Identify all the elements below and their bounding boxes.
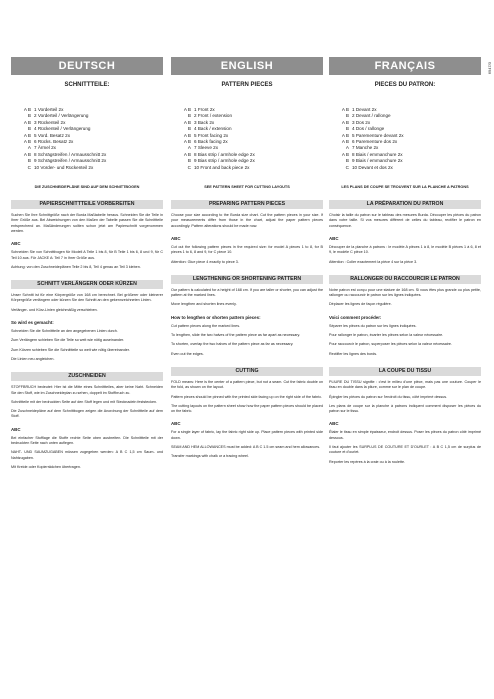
pattern-piece-item (11, 165, 163, 171)
piece-model-code: A B (341, 139, 349, 145)
piece-model-code: A B (23, 119, 31, 125)
pattern-piece-item (329, 165, 481, 171)
section-heading: LA PRÉPARATION DU PATRON (329, 200, 481, 209)
section-heading: PAPIERSCHNITTTEILE VORBEREITEN (11, 200, 163, 209)
piece-model-code: A B (23, 132, 31, 138)
column-en (171, 57, 323, 699)
instruction-paragraph: Suchen Sie Ihre Schnittgröße nach der Burda Maßtabelle heraus. Schneiden Sie die Teile in Ihrer Größe aus. Bei Abweichungen von den Maßen der Tabelle passen Sie die Schnittteile entsprechend an. Maßänderungen sollten schon jetzt am Papierschnitt vorgenommen werden. (11, 213, 163, 233)
piece-model-code: A (345, 145, 349, 151)
pattern-pieces-list (171, 107, 323, 171)
piece-model-code: B (345, 126, 349, 132)
column-de (11, 57, 163, 699)
instruction-label: ABC (171, 421, 181, 427)
piece-model-code: B (27, 158, 31, 164)
piece-model-code: B (345, 113, 349, 119)
instruction-paragraph: Mit Kreide oder Kopierrädchen übertragen. (11, 464, 81, 469)
piece-name: 1 Vorderteil 2x (34, 107, 64, 112)
piece-name: 6 Parementure dos 2x (352, 139, 398, 145)
pattern-pieces-title: PIECES DU PATRON: (374, 82, 436, 88)
pattern-piece-item (171, 165, 323, 171)
piece-model-code: A B (341, 132, 349, 138)
piece-name: 4 Rückenteil / Verlängerung (34, 126, 91, 132)
instruction-paragraph: STOFFBRUCH bedeutet: Hier ist die Mitte eines Schnittteiles, aber keine Naht. Schneiden Sie den Stoff, wie im Zuschneideplan zu sehen, doppelt im Stoffbruch zu. (11, 385, 163, 395)
instruction-paragraph: Découper de la planche à patrons : le modèle A pièces 1 à 8, le modèle B pièces 1 à 6, 8 et 9, le modèle C pièce 10. (329, 244, 481, 255)
instruction-paragraph: The cutting layouts on the pattern sheet show how the paper pattern pieces should be placed on the fabric. (171, 403, 323, 414)
piece-model-code: B (27, 113, 31, 119)
piece-model-code: A B (183, 107, 191, 112)
piece-model-code: A B (23, 107, 31, 112)
piece-name: 2 Front / extension (194, 113, 233, 119)
instruction-paragraph: Our pattern is calculated for a height of 168 cm. If you are taller or shorter, you can adjust the pattern at the marked lines. (171, 287, 323, 298)
piece-name: 9 Bias strip / armhole edge 2x (194, 158, 255, 164)
piece-name: 7 Sleeve 2x (194, 145, 219, 151)
piece-name: 7 Ärmel 2x (34, 145, 56, 151)
piece-model-code: A B (23, 151, 31, 157)
piece-name: 6 Back facing 2x (194, 139, 228, 145)
piece-name: 4 Back / extension (194, 126, 232, 132)
piece-name: 9 Biais / emmanchure 2x (352, 158, 403, 164)
instruction-paragraph: Schnittteile mit der bedruckten Seite auf den Stoff legen und mit Stecknadeln feststecken. (11, 399, 158, 404)
piece-name: 5 Vord. Besatz 2x (34, 132, 71, 138)
piece-model-code: A B (183, 139, 191, 145)
language-header: ENGLISH (171, 57, 323, 75)
piece-model-code: A (27, 145, 31, 151)
instruction-label: ABC (11, 426, 21, 432)
instruction-paragraph: Pour rallonger le patron, écarter les pièces selon la valeur nécessaire. (329, 333, 444, 338)
instruction-label: ABC (329, 235, 339, 241)
piece-name: 6 Rücks. Besatz 2x (34, 139, 74, 145)
pattern-pieces-title: PATTERN PIECES (221, 82, 273, 88)
instruction-paragraph: PLIURE DU TISSU signifie : c'est le milieu d'une pièce, mais pas une couture. Couper le tissu en double dans la pliure, comme sur le plan de coupe. (329, 379, 481, 390)
instruction-paragraph: Choisir la taille du patron sur le tableau des mesures Burda. Découper les pièces du patron dans votre taille. Si vos mesures diffèrent de celles du tableau, rectifier le patron en conséquence. (329, 213, 481, 228)
instruction-paragraph: Transfer markings with chalk or a tracing wheel. (171, 454, 249, 459)
piece-name: 7 Manche 2x (352, 145, 379, 151)
piece-model-code: A B (183, 119, 191, 125)
instruction-paragraph: Even out the edges. (171, 351, 204, 356)
piece-name: 10 Vorder- und Rückenteil 2x (34, 164, 94, 170)
piece-model-code: A B (341, 151, 349, 157)
piece-name: 10 Devant et dos 2x (352, 164, 393, 170)
instruction-label: ABC (11, 241, 21, 247)
section-heading: RALLONGER OU RACCOURCIR LE PATRON (329, 275, 481, 284)
cutting-layout-note: LES PLANS DE COUPE SE TROUVENT SUR LA PLANCHE A PATRONS (341, 185, 469, 190)
instruction-paragraph: Rectifier les lignes des bords. (329, 351, 378, 356)
instruction-paragraph: Pattern pieces should be pinned with the printed side facing up on the right side of the fabric. (171, 394, 323, 399)
instruction-paragraph: To lengthen, slide the two halves of the pattern piece as far apart as necessary. (171, 333, 301, 338)
piece-model-code: B (345, 158, 349, 164)
instruction-label: Voici comment procéder: (329, 314, 382, 320)
piece-model-code: B (187, 113, 191, 119)
language-header: FRANÇAIS (329, 57, 481, 75)
instruction-label: How to lengthen or shorten pattern pieces: (171, 314, 261, 320)
piece-name: 9 Schrägstreifen / Armausschnitt 2x (34, 158, 107, 164)
pattern-code: 6947/3 (487, 62, 492, 75)
piece-name: 5 Front facing 2x (194, 132, 229, 138)
cutting-layout-note: DIE ZUSCHNEIDEPLÄNE SIND AUF DEM SCHNITTBOGEN (34, 185, 140, 190)
piece-name: 1 Devant 2x (352, 107, 377, 112)
instruction-paragraph: Bei einfacher Stofflage die Stoffe rechte Seite oben ausbreiten. Die Schnittteile mit der bedruckten Seite nach unten auflegen. (11, 435, 163, 445)
section-heading: PREPARING PATTERN PIECES (171, 200, 323, 209)
section-heading: LA COUPE DU TISSU (329, 367, 481, 376)
piece-model-code: A B (183, 132, 191, 138)
piece-name: 8 Schrägstreifen / Armausschnitt 2x (34, 151, 107, 157)
piece-model-code: A (187, 145, 191, 151)
piece-model-code: C (27, 164, 31, 170)
instruction-paragraph: SEAM AND HEM ALLOWANCES must be added: A B C 1.5 cm seam and hem allowances. (171, 445, 321, 449)
instruction-paragraph: To shorten, overlap the two halves of the pattern piece as far as necessary. (171, 342, 294, 347)
instruction-paragraph: Pour raccourcir le patron, superposer les pièces selon la valeur nécessaire. (329, 342, 452, 347)
instruction-paragraph: For a single layer of fabric, lay the fabric right side up. Place pattern pieces with printed side down. (171, 430, 323, 440)
piece-name: 3 Back 2x (194, 119, 215, 125)
pattern-pieces-title: SCHNITTTEILE: (64, 82, 110, 88)
instruction-paragraph: Épingler les pièces du patron sur l'endroit du tissu, côté imprimé dessus. (329, 394, 448, 399)
piece-model-code: A B (23, 139, 31, 145)
instruction-paragraph: Déplacer les lignes de façon régulière. (329, 302, 392, 307)
cutting-layout-note: SEE PATTERN SHEET FOR CUTTING LAYOUTS (204, 185, 290, 190)
piece-name: 3 Rückenteil 2x (34, 119, 66, 125)
piece-name: 8 Bias strip / armhole edge 2x (194, 151, 255, 157)
piece-model-code: B (187, 126, 191, 132)
instruction-paragraph: Choose your size according to the Burda size chart. Cut the pattern pieces in your size. If your measurements differ from those in the chart, adjust the paper pattern pieces accordingly. Pattern alterations should be made now. (171, 213, 323, 228)
piece-name: 3 Dos 2x (352, 119, 371, 125)
instruction-paragraph: Move lengthen and shorten lines evenly. (171, 302, 237, 307)
instruction-paragraph: Zum Kürzen schieben Sie die Schnittteile so weit wie nötig übereinander. (11, 347, 130, 352)
instruction-paragraph: NAHT- UND SAUMZUGABEN müssen zugegeben werden: A B C 1,5 cm Saum- und Nahtzugaben. (11, 450, 163, 460)
instruction-label: So wird es gemacht: (11, 320, 54, 326)
instruction-paragraph: Attention: Glue piece 4 exactly to piece 3. (171, 259, 239, 264)
instruction-paragraph: Verlänger- und Kürz-Linien gleichmäßig verschieben. (11, 307, 98, 312)
instruction-paragraph: FOLD means: Here is the center of a pattern piece, but not a seam. Cut the fabric double on the fold, as shown on the layout. (171, 379, 323, 390)
piece-model-code: B (187, 158, 191, 164)
instruction-paragraph: Il faut ajouter les SURPLUS DE COUTURE ET D'OURLET : A B C 1,5 cm de surplus de couture et d'ourlet. (329, 445, 481, 455)
instruction-paragraph: Les plans de coupe sur la planche à patrons indiquent comment disposer les pièces du patron sur le tissu. (329, 403, 481, 414)
piece-name: 10 Front and back piece 2x (194, 164, 250, 170)
instruction-paragraph: Notre patron est conçu pour une stature de 168 cm. Si vous êtes plus grande ou plus petite, rallonger ou raccourcir le patron sur les lignes indiquées. (329, 287, 481, 298)
piece-model-code: C (345, 164, 349, 170)
piece-name: 2 Vorderteil / Verlängerung (34, 113, 89, 119)
section-heading: SCHNITT VERLÄNGERN ODER KÜRZEN (11, 280, 163, 289)
piece-name: 8 Biais / emmanchure 2x (352, 151, 403, 157)
instruction-paragraph: Die Zuschneidepläne auf dem Schnittbogen zeigen die Anordnung der Schnittteile auf dem Stoff. (11, 409, 163, 419)
instruction-label: ABC (329, 421, 339, 427)
instruction-paragraph: Zum Verlängern schieben Sie die Teile so weit wie nötig auseinander. (11, 338, 125, 343)
pattern-pieces-list (329, 107, 481, 171)
piece-name: 5 Parementure devant 2x (352, 132, 404, 138)
instruction-paragraph: Die Linien neu angleichen. (11, 356, 55, 361)
section-heading: LENGTHENING OR SHORTENING PATTERN (171, 275, 323, 284)
instruction-paragraph: Étaler le tissu en simple épaisseur, endroit dessus. Poser les pièces du patron côté imprimé dessous. (329, 430, 481, 440)
piece-name: 1 Front 2x (194, 107, 215, 112)
piece-model-code: A B (183, 151, 191, 157)
piece-model-code: C (187, 164, 191, 170)
section-heading: CUTTING (171, 367, 323, 376)
instruction-paragraph: Achtung: von den Zuschneideplänen Teile 2 bis 8, Teil 4 genau an Teil 3 kleben. (11, 264, 141, 269)
piece-model-code: A B (341, 119, 349, 125)
language-header: DEUTSCH (11, 57, 163, 75)
piece-name: 4 Dos / rallonge (352, 126, 385, 132)
instruction-paragraph: Séparer les pièces du patron sur les lignes indiquées. (329, 323, 417, 328)
instruction-paragraph: Attention : Coller exactement la pièce 4 sur la pièce 3. (329, 259, 418, 264)
instruction-paragraph: Cut pattern pieces along the marked lines. (171, 323, 241, 328)
instruction-label: ABC (171, 235, 181, 241)
instruction-paragraph: Schneiden Sie von Schnittbogen für Modell A Teile 1 bis 8, für B Teile 1 bis 6, 8 und 9, für C Teil 10 aus. Für JACKE A: Teil 7 in Ihrer Größe aus. (11, 250, 163, 260)
pattern-pieces-list (11, 107, 163, 171)
instruction-paragraph: Cut out the following pattern pieces in the required size: for model A pieces 1 to 8, for B pieces 1 to 6, 8 and 9, for C piece 10. (171, 244, 323, 255)
piece-model-code: A B (341, 107, 349, 112)
instruction-paragraph: Unser Schnitt ist für eine Körpergröße von 168 cm berechnet. Bei größerer oder kleinerer Körpergröße verlängern oder kürzen Sie den Schnitt an den gekennzeichneten Linien. (11, 293, 163, 303)
column-fr (329, 57, 481, 699)
piece-model-code: B (27, 126, 31, 132)
instruction-paragraph: Schneiden Sie die Schnittteile an den angegebenen Linien durch. (11, 329, 118, 334)
piece-name: 2 Devant / rallonge (352, 113, 391, 119)
instruction-paragraph: Reporter les repères à la craie ou à la roulette. (329, 459, 406, 464)
section-heading: ZUSCHNEIDEN (11, 372, 163, 381)
